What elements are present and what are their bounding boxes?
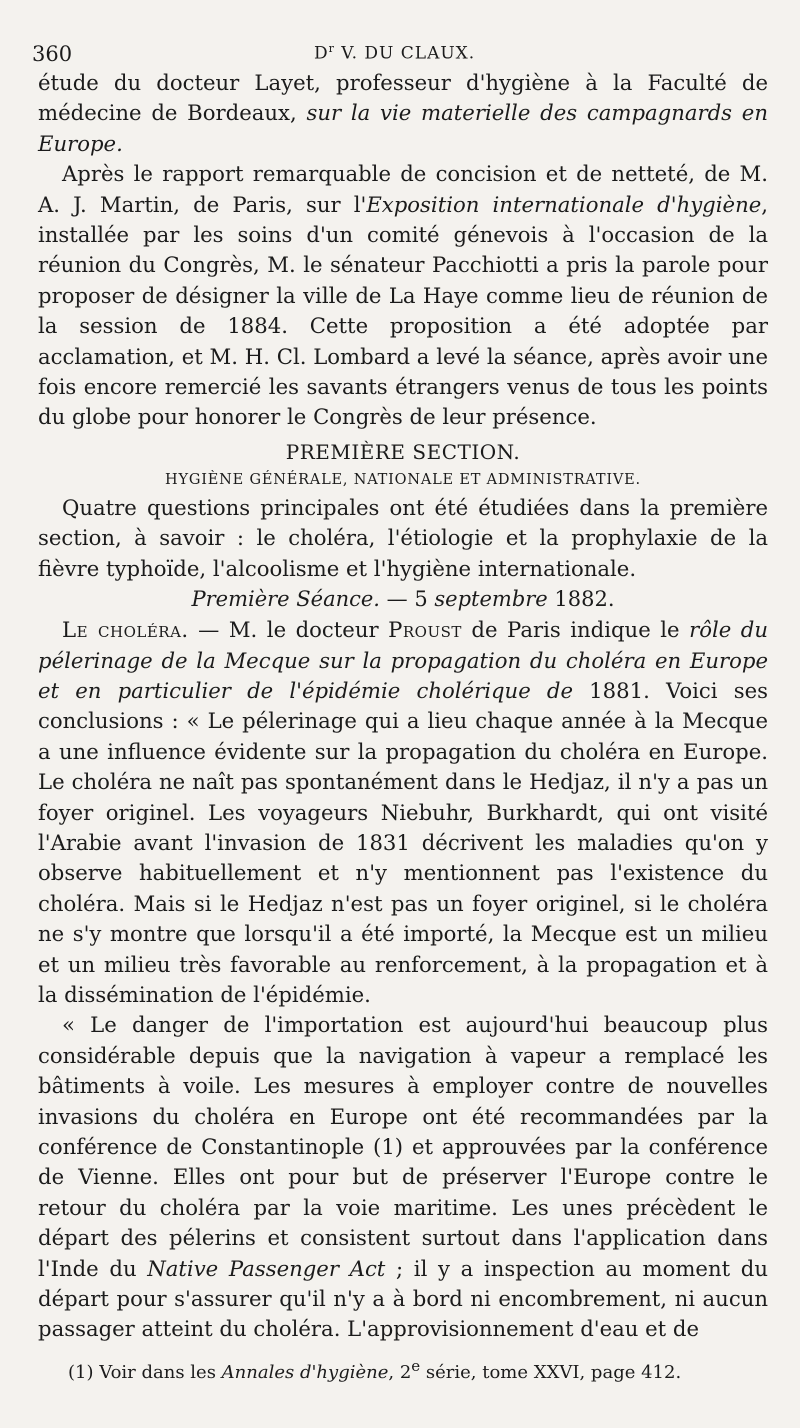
footnote-sup: e — [411, 1356, 421, 1375]
footnote-italic: Annales d'hygiène — [221, 1361, 389, 1383]
p5-text-a: « Le danger de l'importation est aujourd'hui beaucoup plus considérable depuis que la navigation à vapeur a remplacé les bâtiments à voile. Les mesures à employer contre de nouvelles invasions du choléra en Europe ont été recommandées par la conférence de Constantinople (1) et approuvées par la conférence de Vienne. Elles ont pour but de préserver l'Europe contre le retour du choléra par la voie maritime. Les unes précèdent le départ des pélerins et consistent surtout dans l'application dans l'Inde du — [38, 1012, 768, 1281]
section-subtitle: HYGIÈNE GÉNÉRALE, NATIONALE ET ADMINISTRATIVE. — [165, 471, 641, 488]
p5-text-b: ; il y a inspection au moment du départ pour s'assurer qu'il n'y a à bord ni encombrement, ni aucun passager atteint du choléra. L'approvisionnement d'eau et de — [38, 1255, 768, 1342]
session-label: Première Séance. — [191, 587, 380, 612]
p4-text-b: de Paris indique le — [461, 617, 690, 643]
p4-text-c: 1881. Voici ses conclusions : « Le pélerinage qui a lieu chaque année à la Mecque a une influence évidente sur la propagation du choléra en Europe. Le choléra ne naît pas spontanément dans le Hedjaz, il n'y a pas un foyer originel. Les voyageurs Niebuhr, Burkhardt, qui ont visité l'Arabie avant l'invasion de 1831 décrivent les maladies qu'on y observe habituellement et n'y mentionnent pas l'existence du choléra. Mais si le Hedjaz n'est pas un foyer originel, si le choléra ne s'y montre que lorsqu'il a été importé, la Mecque est un milieu et un milieu très favorable au renforcement, à la propagation et à la dissémination de l'épidémie. — [38, 677, 768, 1007]
paragraph-1 — [38, 68, 768, 159]
book-page — [32, 34, 768, 1386]
p1-text: étude du docteur Layet, professeur d'hygiène à la Faculté de médecine de Bordeaux, — [38, 70, 768, 126]
p2-text-b: , installée par les soins d'un comité génevois à l'occasion de la réunion du Congrès, M. le sénateur Pacchiotti a pris la parole pour proposer de désigner la ville de La Haye comme lieu de réunion de la session de 1884. Cette proposition a été adoptée par acclamation, et M. H. Cl. Lombard a levé la séance, après avoir une fois encore remercié les savants étrangers venus de tous les points du globe pour honorer le Congrès de leur présence. — [38, 191, 768, 430]
running-head — [314, 42, 475, 64]
p1-italic: sur la vie materielle des campagnards en Europe. — [38, 100, 768, 156]
running-head-prefix: D — [314, 43, 329, 64]
paragraph-3: Quatre questions principales ont été étudiées dans la première section, à savoir : le choléra, l'étiologie et la prophylaxie de la fièvre typhoïde, l'alcoolisme et l'hygiène internationale. — [38, 494, 768, 581]
running-head-sup: r — [328, 42, 335, 55]
paragraph-5 — [38, 1010, 768, 1344]
p2-text-a: Après le rapport remarquable de concision et de netteté, de M. A. J. Martin, de Paris, sur l' — [38, 161, 768, 217]
p4-name: Proust — [388, 617, 462, 643]
p4-text-a: — M. le docteur — [188, 617, 389, 643]
footnote-text-c: série, tome XXVI, page 412. — [420, 1361, 682, 1383]
footnote-text-b: , 2 — [388, 1361, 412, 1383]
p4-italic: rôle du pélerinage de la Mecque sur la propagation du choléra en Europe et en particulier de l'épidémie cholérique de — [38, 617, 768, 703]
paragraph-2 — [38, 159, 768, 433]
footnote — [38, 1353, 768, 1386]
page-number: 360 — [32, 42, 73, 66]
session-sep: — 5 — [380, 587, 435, 612]
footnote-text-a: (1) Voir dans les — [68, 1361, 222, 1383]
p5-italic: Native Passenger Act — [147, 1255, 386, 1281]
p2-italic: Exposition internationale d'hygiène — [366, 191, 762, 217]
paragraph-4 — [38, 615, 768, 1010]
p4-topic: Le choléra. — [62, 617, 189, 643]
session-year: 1882. — [547, 587, 615, 612]
running-head-name: V. DU CLAUX. — [334, 43, 476, 64]
section-title: PREMIÈRE SECTION. — [285, 439, 521, 464]
session-heading — [38, 584, 768, 615]
session-month: septembre — [434, 587, 548, 612]
page-header — [32, 34, 768, 68]
